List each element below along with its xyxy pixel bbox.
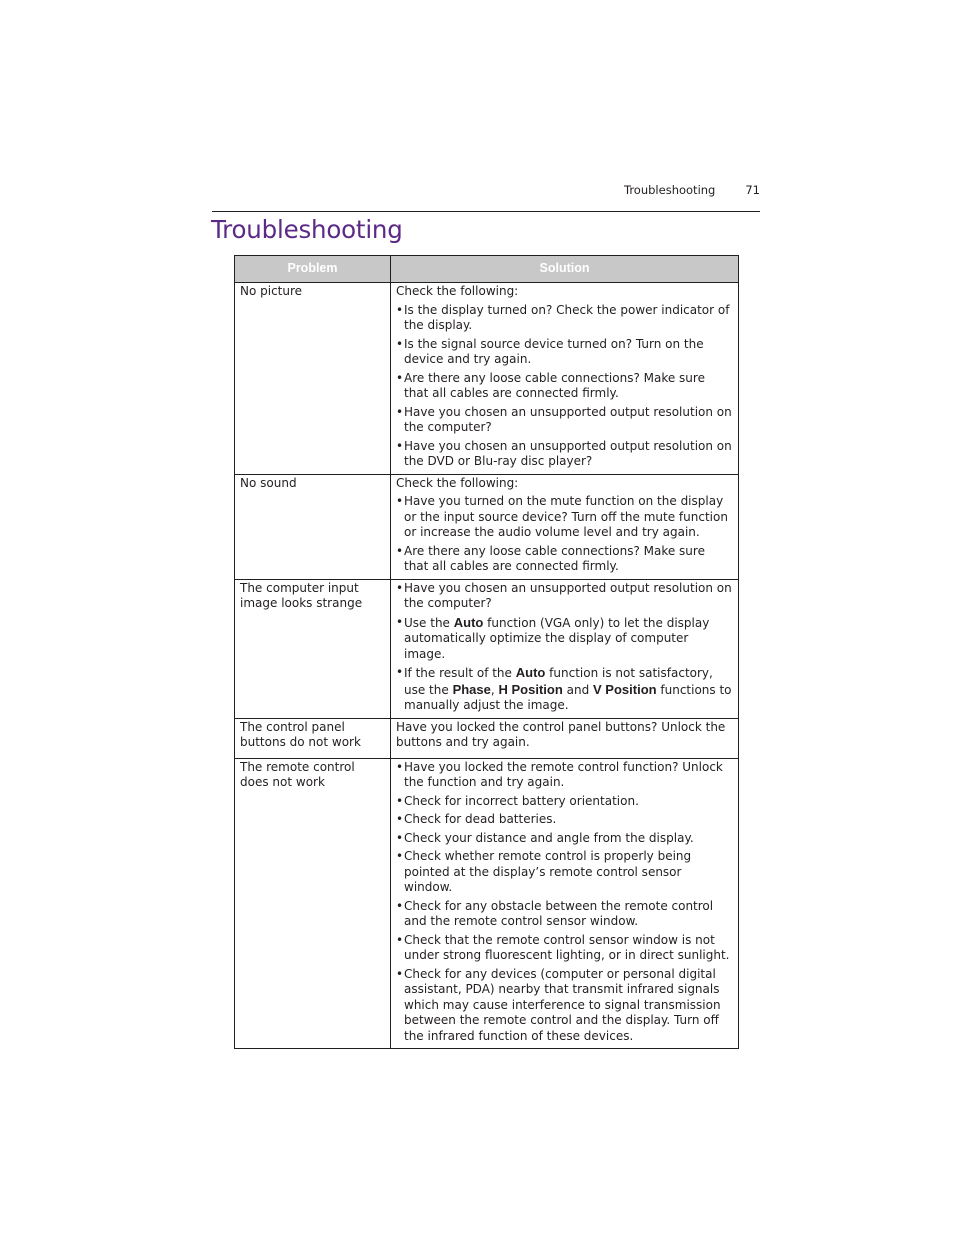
solution-item: • Check for any obstacle between the remote control and the remote control sensor window. xyxy=(396,899,733,930)
running-header-section: Troubleshooting xyxy=(624,183,716,197)
solution-text: function (VGA only) to let the display automatically optimize the display of computer image. xyxy=(404,615,710,661)
solution-list xyxy=(396,581,733,714)
solution-text: If the result of the xyxy=(404,666,516,680)
solution-list xyxy=(396,494,733,575)
solution-cell xyxy=(391,718,739,758)
solution-item: • Have you chosen an unsupported output resolution on the computer? xyxy=(396,405,733,436)
table-header-row xyxy=(235,256,739,283)
function-name: Phase xyxy=(452,681,491,697)
column-header-solution: Solution xyxy=(391,256,739,283)
solution-cell xyxy=(391,283,739,475)
function-name: Auto xyxy=(515,665,546,680)
solution-item: • Check for any devices (computer or personal digital assistant, PDA) nearby that transmit infrared signals which may cause interference to signal transmission between the remote control and the display. Turn off the infrared function of these devices. xyxy=(396,967,733,1045)
solution-text: function is not satisfactory, use the xyxy=(404,666,713,697)
solution-item: • Are there any loose cable connections? Make sure that all cables are connected firmly. xyxy=(396,371,733,402)
problem-cell: The computer input image looks strange xyxy=(235,579,391,718)
solution-lead: Have you locked the control panel buttons? Unlock the buttons and try again. xyxy=(396,719,726,749)
solution-item: • Check for dead batteries. xyxy=(396,812,733,828)
table-row xyxy=(235,579,739,718)
solution-item: • Is the display turned on? Check the power indicator of the display. xyxy=(396,303,733,334)
troubleshooting-table xyxy=(234,255,739,1049)
solution-text: and xyxy=(562,682,594,697)
solution-item: • Is the signal source device turned on? Turn on the device and try again. xyxy=(396,337,733,368)
problem-cell: The remote control does not work xyxy=(235,758,391,1049)
solution-item: • Check your distance and angle from the display. xyxy=(396,831,733,847)
solution-item xyxy=(396,665,733,714)
table-row xyxy=(235,718,739,758)
solution-cell xyxy=(391,579,739,718)
solution-text: Use the xyxy=(404,615,454,630)
solution-lead: Check the following: xyxy=(396,284,519,298)
problem-cell: The control panel buttons do not work xyxy=(235,718,391,758)
solution-item: • Check whether remote control is properly being pointed at the display’s remote control sensor window. xyxy=(396,849,733,896)
function-name: V Position xyxy=(593,681,657,697)
solution-item: • Have you chosen an unsupported output resolution on the DVD or Blu-ray disc player? xyxy=(396,439,733,470)
table-row xyxy=(235,283,739,475)
table-row xyxy=(235,474,739,579)
running-header xyxy=(212,183,760,201)
function-name: H Position xyxy=(498,681,563,697)
solution-list xyxy=(396,303,733,470)
solution-cell xyxy=(391,758,739,1049)
solution-text: , xyxy=(490,682,499,697)
column-header-problem: Problem xyxy=(235,256,391,283)
solution-item: • Check that the remote control sensor window is not under strong fluorescent lighting, or in direct sunlight. xyxy=(396,933,733,964)
solution-text: functions to manually adjust the image. xyxy=(404,682,732,712)
table-body xyxy=(235,283,739,1049)
solution-cell xyxy=(391,474,739,579)
function-name: Auto xyxy=(453,614,484,630)
page-number: 71 xyxy=(745,183,760,197)
solution-item xyxy=(396,615,733,663)
table-row xyxy=(235,758,739,1049)
header-rule xyxy=(212,211,760,212)
page-title: Troubleshooting xyxy=(211,215,403,244)
solution-lead: Check the following: xyxy=(396,475,519,490)
solution-item: • Are there any loose cable connections? Make sure that all cables are connected firmly. xyxy=(396,544,733,575)
solution-item: • Check for incorrect battery orientation. xyxy=(396,794,733,810)
solution-list xyxy=(396,760,733,1045)
solution-item: • Have you chosen an unsupported output resolution on the computer? xyxy=(396,581,733,612)
solution-item: • Have you turned on the mute function on the display or the input source device? Turn off the mute function or increase the audio volume level and try again. xyxy=(396,494,733,541)
solution-item: • Have you locked the remote control function? Unlock the function and try again. xyxy=(396,760,733,791)
problem-cell: No picture xyxy=(235,283,391,475)
problem-cell: No sound xyxy=(235,474,391,579)
